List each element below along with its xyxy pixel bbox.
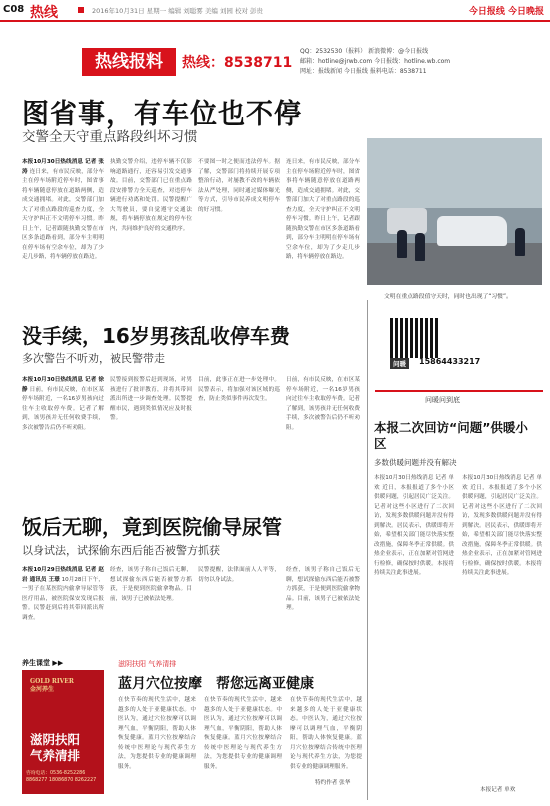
column-rule [367, 300, 368, 800]
contact-line-1: QQ：2532530（报料） 新浪微博：@今日报线 [300, 48, 429, 55]
hotline-phone: 热线：8538711 [182, 55, 293, 71]
photo-car-back [387, 208, 427, 234]
story4-col1-text: 10月28日下午，一男子在某医院内偷拿导尿管等医疗用品，被医院保安发现后报警。民警赶到后将其带回派出所调查。 [22, 576, 104, 621]
wen-label: 问暖 [390, 358, 409, 369]
hotline-contact [300, 47, 450, 77]
story3-subhead: 多数供暖问题并没有解决 [374, 458, 457, 467]
ad-brand-logo: GOLD RIVER 金河养生 [30, 678, 74, 693]
story4-column-4: 经查，该男子称自己饭后无聊，想试探偷东西后能否被警方抓获，于是便到医院偷拿物品。目前，该男子已被依法处理。 [286, 567, 360, 611]
ad-title: 滋阴扶阳 气养清排 [30, 732, 81, 763]
story4-column-1 [22, 566, 104, 648]
story4-column-2: 经查，该男子称自己饭后无聊，想试探偷东西后能否被警方抓获，于是便到医院偷拿物品。目前，该男子已被依法处理。 [110, 567, 192, 602]
health-column-1: 在快节奏的现代生活中，越来越多的人处于亚健康状态。中医认为，通过穴位按摩可以调理气血，平衡阴阳，帮助人体恢复健康。蓝月穴位按摩结合传统中医理论与现代养生方法，为您提供专业的健康调理服务。 [118, 697, 196, 770]
health-tag: 滋阴扶阳 气养清排 [118, 660, 177, 668]
section-marker [78, 7, 84, 13]
qr-code-icon [390, 318, 438, 358]
photo-officer-1 [397, 230, 407, 258]
newspaper-name: 今日报线 今日晚报 [468, 7, 544, 17]
page-number: C08 [3, 4, 25, 15]
story2-subhead: 多次警告不听劝，被民警带走 [22, 352, 165, 365]
health-headline: 蓝月穴位按摩 帮您远离亚健康 [118, 676, 314, 692]
story1-column-1 [22, 158, 104, 298]
hotline-banner [82, 40, 482, 80]
advertisement [22, 670, 104, 794]
ad-hotline: 咨询电话：0536-8252286 8868277 18086870 8262227 [26, 771, 97, 783]
page-header [0, 0, 550, 22]
story1-column-4: 连日来，有市民反映，部分车主在停车场附近停车时，图省事将车辆随意停放在道路两侧，造成交通拥堵。对此，交警部门加大了对重点路段的巡查力度，全天守护纠正不文明停车习惯。昨日上午，记者跟随执勤交警在市区多条道路看到，部分车主明明在停车场有空余车位，却为了少走几步路，将车辆停放在路边。 [286, 159, 360, 260]
story1-photo [367, 138, 542, 285]
wen-phone: 15864433217 [419, 357, 481, 366]
story1-column-2: 执勤交警介绍，违停车辆不仅影响道路通行，还容易引发交通事故。目前，交警部门已在重点路段安排警力全天巡查，对违停车辆进行劝离和处罚。民警提醒广大驾驶员，要自觉遵守交通法规，将车辆停放在规定的停车位内，共同维护良好的交通秩序。 [110, 159, 192, 232]
story4-byline: 本报10月29日热线消息 记者 赵岩 通讯员 王璟 [22, 567, 104, 583]
story2-column-1 [22, 376, 104, 491]
story4-subhead: 以身试法，试探偷东西后能否被警方抓获 [22, 544, 220, 557]
column-divider [375, 390, 543, 392]
hotline-label: 热线报料 [82, 48, 176, 76]
story1-column-3: 不要图一时之便而违法停车。据了解，交警部门将持续开展专项整治行动，对屡教不改的车辆依法从严处理，同时通过媒体曝光等方式，引导市民养成文明停车的好习惯。 [198, 159, 280, 213]
story1-subhead: 交警全天守重点路段纠坏习惯 [22, 129, 198, 145]
story2-column-3: 目前，此事正在进一步处理中。民警表示，将加强对该区域的巡查，防止类似事件再次发生。 [198, 377, 280, 402]
photo-caption: 文明在重点路段值守天时，同时也出现了“习惯”。 [384, 294, 512, 300]
story4-column-3: 民警提醒，法律面前人人平等，切勿以身试法。 [198, 567, 280, 583]
story2-col1-text: 日前，有市民反映，在市区某停车场附近，一名16岁男孩向过往车主收取停车费。记者了解到，该男孩并无任何收费手续，多次被警告后仍不听劝阻。 [22, 386, 104, 431]
edition-meta: 2016年10月31日 星期一 编辑 刘聪雾 美编 刘园 校对 彭贵 [92, 7, 264, 15]
story2-column-4: 日前，有市民反映，在市区某停车场附近，一名16岁男孩向过往车主收取停车费。记者了解到，该男孩并无任何收费手续，多次被警告后仍不听劝阻。 [286, 377, 360, 431]
contact-line-3: 网址：报线新闻 今日报线 报料电话：8538711 [300, 68, 427, 75]
story4-headline: 饭后无聊，竟到医院偷导尿管 [22, 515, 282, 539]
health-column-3: 在快节奏的现代生活中，越来越多的人处于亚健康状态。中医认为，通过穴位按摩可以调理气血，平衡阴阳，帮助人体恢复健康。蓝月穴位按摩结合传统中医理论与现代养生方法，为您提供专业的健康调理服务。 [290, 697, 362, 770]
story2-column-2: 民警接到报警后赶到现场，对男孩进行了批评教育，并将其带回派出所进一步调查处理。民警提醒市民，遇到类似情况应及时报警。 [110, 377, 192, 421]
section-title: 热线 [30, 5, 58, 21]
column-title: 问暖问到底 [425, 396, 460, 404]
story3-headline: 本报二次回访“问题”供暖小区 [374, 420, 528, 451]
story3-column-1: 本报10月30日热线消息 记者 单欢 近日，本报报道了多个小区供暖问题，引起居民广泛关注。记者对这些小区进行了二次回访，发现多数供暖问题并没有得到解决。居民表示，供暖即将开始，希望相关部门能尽快落实整改措施，保障冬季正常供暖。供热企业表示，正在加紧对管网进行检修，确保按时供暖。本报将持续关注此事进展。 [374, 475, 454, 576]
health-byline: 特约作者 张华 [315, 780, 351, 786]
story3-byline: 本报记者 单欢 [480, 787, 516, 793]
photo-car-white [437, 216, 507, 246]
photo-officer-3 [515, 228, 525, 256]
photo-sky [367, 138, 542, 208]
story2-headline: 没手续，16岁男孩乱收停车费 [22, 324, 290, 348]
wen-box [375, 300, 543, 380]
ad-section-header: 养生课堂 ▶▶ [22, 659, 64, 667]
story1-col1-text: 连日来，有市民反映，部分车主在停车场附近停车时，图省事将车辆随意停放在道路两侧，造成交通拥堵。对此，交警部门加大了对重点路段的巡查力度，全天守护纠正不文明停车习惯。昨日上午，记者跟随执勤交警在市区多条道路看到，部分车主明明在停车场有空余车位，却为了少走几步路，将车辆停放在路边。 [22, 168, 104, 260]
story2-byline: 本报10月30日热线消息 记者 徐静 [22, 377, 104, 393]
health-column-2: 在快节奏的现代生活中，越来越多的人处于亚健康状态。中医认为，通过穴位按摩可以调理气血，平衡阴阳，帮助人体恢复健康。蓝月穴位按摩结合传统中医理论与现代养生方法，为您提供专业的健康调理服务。 [204, 697, 282, 770]
photo-officer-2 [415, 233, 425, 261]
story3-column-2: 本报10月30日热线消息 记者 单欢 近日，本报报道了多个小区供暖问题，引起居民广泛关注。记者对这些小区进行了二次回访，发现多数供暖问题并没有得到解决。居民表示，供暖即将开始，希望相关部门能尽快落实整改措施，保障冬季正常供暖。供热企业表示，正在加紧对管网进行检修，确保按时供暖。本报将持续关注此事进展。 [462, 475, 542, 576]
story1-byline: 本报10月30日热线消息 记者 张涛 [22, 159, 104, 175]
story1-headline: 图省事，有车位也不停 [22, 99, 302, 130]
contact-line-2: 邮箱：hotline@jrwb.com 今日报线：hotline.wb.com [300, 58, 451, 65]
